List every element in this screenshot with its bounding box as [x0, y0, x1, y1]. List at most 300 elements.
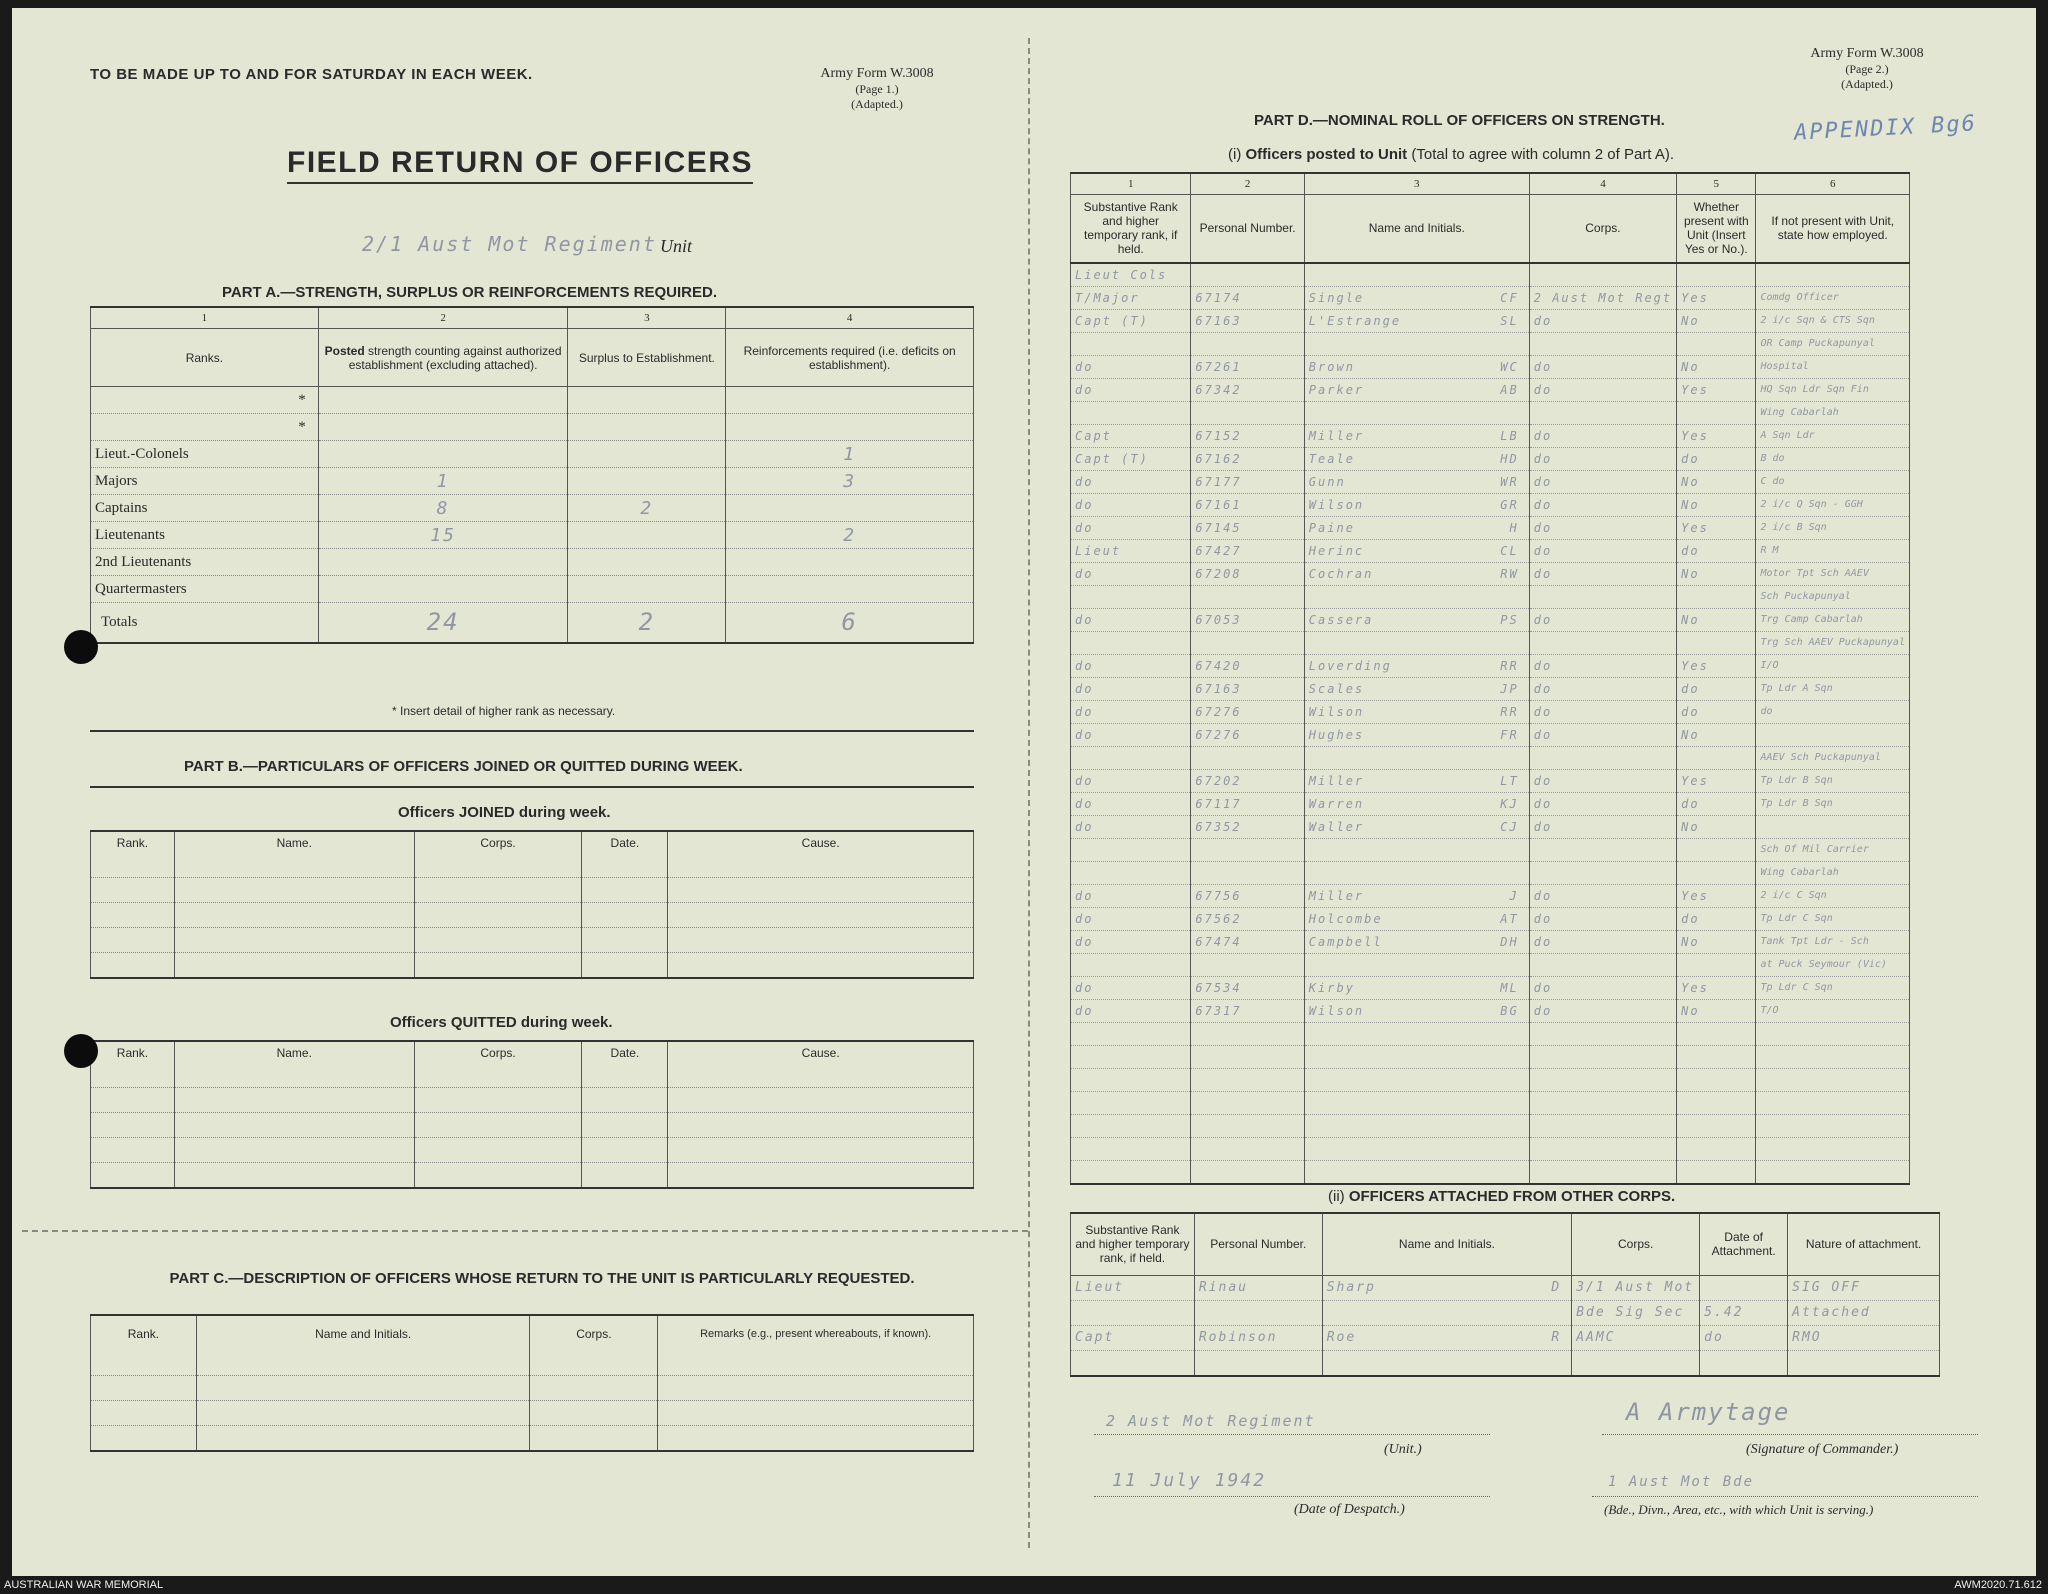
rank-cell: do [1071, 677, 1191, 700]
joined-bold: JOINED [458, 804, 515, 821]
col-header-number: Personal Number. [1194, 1213, 1322, 1275]
present-cell: No [1677, 562, 1756, 585]
col-cause: Cause. [668, 831, 974, 853]
employment-cell: Motor Tpt Sch AAEV [1756, 562, 1910, 585]
rank-cell [1071, 746, 1191, 769]
col-number: 4 [1529, 173, 1676, 195]
initials-text: CF [1500, 290, 1519, 305]
corps-cell: Bde Sig Sec [1572, 1300, 1700, 1325]
rank-cell: Capt [1071, 424, 1191, 447]
part-b-heading: PART B.—PARTICULARS OF OFFICERS JOINED OR QUITTED DURING WEEK. [184, 758, 743, 775]
sub-i-bold: Officers posted to Unit [1245, 146, 1408, 163]
initials-text: WC [1500, 359, 1519, 374]
corps-cell: do [1529, 470, 1676, 493]
number-cell: 67420 [1191, 654, 1304, 677]
name-cell [1304, 976, 1529, 999]
col-header-name: Name and Initials. [1304, 195, 1529, 263]
rank-cell: do [1071, 608, 1191, 631]
rank-cell: do [1071, 493, 1191, 516]
corps-cell: do [1529, 723, 1676, 746]
attached-row [1071, 1275, 1940, 1300]
col-header-corps: Corps. [1529, 195, 1676, 263]
name-cell [1304, 286, 1529, 309]
attached-table [1070, 1212, 1940, 1377]
surplus-value [568, 549, 726, 576]
rank-label: Quartermasters [91, 576, 319, 603]
col-header-corps: Corps. [1572, 1213, 1700, 1275]
col-header-number: Personal Number. [1191, 195, 1304, 263]
present-cell [1677, 631, 1756, 654]
employment-cell [1756, 263, 1910, 287]
reinforcement-value [726, 549, 974, 576]
employment-cell: Tank Tpt Ldr - Sch [1756, 930, 1910, 953]
divider [90, 786, 974, 788]
footer-credit: AUSTRALIAN WAR MEMORIAL [4, 1579, 164, 1591]
present-cell: No [1677, 815, 1756, 838]
bde-label: (Bde., Divn., Area, etc., with which Unit is serving.) [1604, 1502, 1874, 1517]
corps-cell: do [1529, 930, 1676, 953]
number-cell: 67562 [1191, 907, 1304, 930]
name-cell [1304, 355, 1529, 378]
number-cell [1191, 263, 1304, 287]
name-text: Warren [1308, 796, 1365, 811]
footer-accession: AWM2020.71.612 [1954, 1579, 2042, 1591]
name-cell [1304, 930, 1529, 953]
divider [90, 730, 974, 732]
number-cell [1191, 631, 1304, 654]
commander-signature: A Armytage [1626, 1398, 1791, 1426]
name-text: Gunn [1308, 474, 1346, 489]
name-text: Teale [1308, 451, 1355, 466]
name-text: Roe [1326, 1330, 1357, 1345]
name-text: Cassera [1308, 612, 1374, 627]
number-cell [1191, 861, 1304, 884]
initials-text: CJ [1500, 819, 1519, 834]
rank-cell: Capt (T) [1071, 447, 1191, 470]
part-d-sub-ii [1328, 1188, 1675, 1205]
roll-row [1071, 401, 1910, 424]
rank-cell [1071, 401, 1191, 424]
number-cell: 67342 [1191, 378, 1304, 401]
attached-row [1071, 1325, 1940, 1350]
employment-cell: I/O [1756, 654, 1910, 677]
present-cell [1677, 263, 1756, 287]
name-text: Wilson [1308, 1003, 1365, 1018]
number-cell: 67161 [1191, 493, 1304, 516]
part-d-heading: PART D.—NOMINAL ROLL OF OFFICERS ON STRENGTH. [1254, 112, 1665, 129]
sub-i-rest: (Total to agree with column 2 of Part A). [1411, 146, 1674, 163]
employment-cell: Hospital [1756, 355, 1910, 378]
name-cell [1304, 309, 1529, 332]
corps-cell: do [1529, 424, 1676, 447]
initials-text: D [1551, 1280, 1562, 1295]
name-text: Miller [1308, 888, 1365, 903]
initials-text: GR [1500, 497, 1519, 512]
surplus-value [568, 468, 726, 495]
roll-row [1071, 355, 1910, 378]
number-cell: 67534 [1191, 976, 1304, 999]
name-text: Holcombe [1308, 911, 1383, 926]
name-text: Sharp [1326, 1280, 1376, 1295]
number-cell: 67427 [1191, 539, 1304, 562]
rank-cell: do [1071, 470, 1191, 493]
number-cell: 67117 [1191, 792, 1304, 815]
posted-value: 8 [318, 495, 568, 522]
col-remarks: Remarks (e.g., present whereabouts, if known). [658, 1315, 974, 1351]
employment-cell: B do [1756, 447, 1910, 470]
name-cell [1304, 953, 1529, 976]
nature-cell [1788, 1350, 1940, 1376]
roll-row [1071, 309, 1910, 332]
unit-handwritten: 2/1 Aust Mot Regiment [362, 232, 657, 256]
corps-cell [1529, 631, 1676, 654]
number-cell [1194, 1300, 1322, 1325]
employment-cell: at Puck Seymour (Vic) [1756, 953, 1910, 976]
roll-row [1071, 585, 1910, 608]
corps-cell: do [1529, 769, 1676, 792]
name-cell [1322, 1275, 1571, 1300]
employment-cell [1756, 723, 1910, 746]
col-date: Date. [582, 1041, 668, 1063]
rank-cell: Lieut Cols [1071, 263, 1191, 287]
employment-cell: A Sqn Ldr [1756, 424, 1910, 447]
form-id-right [1772, 46, 1962, 92]
col-date: Date. [582, 831, 668, 853]
employment-cell: Tp Ldr A Sqn [1756, 677, 1910, 700]
corps-cell: do [1529, 677, 1676, 700]
reinforcement-value: 3 [726, 468, 974, 495]
rank-cell: do [1071, 769, 1191, 792]
col-number: 3 [1304, 173, 1529, 195]
present-cell: do [1677, 792, 1756, 815]
name-text: Parker [1308, 382, 1365, 397]
cut-line [22, 1230, 1028, 1232]
totals-label: Totals [91, 603, 319, 643]
corps-cell: do [1529, 884, 1676, 907]
commander-signature-label: (Signature of Commander.) [1746, 1442, 1899, 1457]
number-cell: 67163 [1191, 309, 1304, 332]
employment-cell: Tp Ldr B Sqn [1756, 792, 1910, 815]
joined-post: during week. [514, 804, 611, 821]
rank-cell: Lieut [1071, 539, 1191, 562]
rank-label: Captains [91, 495, 319, 522]
quitted-table [90, 1040, 974, 1189]
corps-cell: do [1529, 815, 1676, 838]
name-text: L'Estrange [1308, 313, 1402, 328]
name-cell [1304, 907, 1529, 930]
form-id-left [782, 66, 972, 112]
present-cell: do [1677, 539, 1756, 562]
corps-cell: do [1529, 999, 1676, 1022]
attached-row [1071, 1300, 1940, 1325]
date-cell [1700, 1350, 1788, 1376]
initials-text: LT [1500, 773, 1519, 788]
number-cell [1191, 953, 1304, 976]
name-cell [1304, 792, 1529, 815]
rank-cell: do [1071, 884, 1191, 907]
rank-cell: do [1071, 654, 1191, 677]
rank-label: Lieut.-Colonels [91, 441, 319, 468]
initials-text: RR [1500, 704, 1519, 719]
punch-hole [64, 1034, 98, 1068]
present-cell: No [1677, 723, 1756, 746]
name-text: Kirby [1308, 980, 1355, 995]
number-cell: 67276 [1191, 723, 1304, 746]
rank-cell [1071, 631, 1191, 654]
present-cell: Yes [1677, 884, 1756, 907]
roll-row [1071, 263, 1910, 287]
rank-cell: Capt (T) [1071, 309, 1191, 332]
footnote: * Insert detail of higher rank as necessary. [392, 704, 616, 718]
rank-label: Majors [91, 468, 319, 495]
date-sig-line [1094, 1496, 1490, 1497]
corps-cell [1529, 838, 1676, 861]
corps-cell: AAMC [1572, 1325, 1700, 1350]
col-header-rank: Substantive Rank and higher temporary rank, if held. [1071, 1213, 1195, 1275]
rank-cell [1071, 861, 1191, 884]
attached-row [1071, 1350, 1940, 1376]
surplus-value [568, 576, 726, 603]
name-cell [1322, 1350, 1571, 1376]
name-cell [1304, 378, 1529, 401]
posted-rest: strength counting against authorized establishment (excluding attached). [348, 343, 562, 372]
col-rank: Rank. [91, 1315, 197, 1351]
sub-ii-bold: OFFICERS ATTACHED FROM OTHER CORPS. [1348, 1188, 1676, 1205]
form-id-text: Army Form W.3008 [1810, 46, 1924, 61]
col-header-surplus: Surplus to Establishment. [568, 329, 726, 387]
roll-row [1071, 631, 1910, 654]
roll-row [1071, 999, 1910, 1022]
quitted-heading [390, 1014, 613, 1031]
employment-cell: Comdg Officer [1756, 286, 1910, 309]
rank-cell [1071, 332, 1191, 355]
name-text: Paine [1308, 520, 1355, 535]
roll-row [1071, 815, 1910, 838]
number-cell [1191, 585, 1304, 608]
name-cell [1304, 493, 1529, 516]
present-cell: Yes [1677, 976, 1756, 999]
corps-cell: do [1529, 608, 1676, 631]
employment-cell: Wing Cabarlah [1756, 861, 1910, 884]
roll-row [1071, 677, 1910, 700]
top-instruction: TO BE MADE UP TO AND FOR SATURDAY IN EACH WEEK. [90, 66, 533, 83]
reinforcement-value [726, 495, 974, 522]
rank-cell: do [1071, 355, 1191, 378]
posted-value [318, 387, 568, 414]
roll-row [1071, 953, 1910, 976]
blank-row [1071, 1137, 1910, 1160]
col-corps: Corps. [414, 831, 582, 853]
corps-cell: do [1529, 516, 1676, 539]
rank-cell: do [1071, 700, 1191, 723]
col-header-rank: Substantive Rank and higher temporary rank, if held. [1071, 195, 1191, 263]
corps-cell: do [1529, 654, 1676, 677]
roll-row [1071, 723, 1910, 746]
col-header-date: Date of Attachment. [1700, 1213, 1788, 1275]
col-name: Name. [174, 1041, 414, 1063]
surplus-value [568, 387, 726, 414]
punch-hole [64, 630, 98, 664]
col-header-present: Whether present with Unit (Insert Yes or No.). [1677, 195, 1756, 263]
employment-cell: T/O [1756, 999, 1910, 1022]
nature-cell: Attached [1788, 1300, 1940, 1325]
joined-pre: Officers [398, 804, 459, 821]
strength-row [91, 387, 974, 414]
roll-row [1071, 608, 1910, 631]
initials-text: RW [1500, 566, 1519, 581]
surplus-value [568, 441, 726, 468]
present-cell: No [1677, 493, 1756, 516]
employment-cell: AAEV Sch Puckapunyal [1756, 746, 1910, 769]
posted-value [318, 441, 568, 468]
rank-cell: do [1071, 516, 1191, 539]
name-cell [1304, 516, 1529, 539]
form-adapted-text: (Adapted.) [1841, 77, 1893, 91]
corps-cell: do [1529, 378, 1676, 401]
corps-cell: 3/1 Aust Mot [1572, 1275, 1700, 1300]
rank-cell: T/Major [1071, 286, 1191, 309]
present-cell: No [1677, 355, 1756, 378]
name-text: Hughes [1308, 727, 1365, 742]
corps-cell: do [1529, 562, 1676, 585]
employment-cell: Tp Ldr C Sqn [1756, 976, 1910, 999]
employment-cell: 2 i/c C Sqn [1756, 884, 1910, 907]
strength-row [91, 495, 974, 522]
initials-text: CL [1500, 543, 1519, 558]
quitted-pre: Officers [390, 1014, 451, 1031]
number-cell: 67177 [1191, 470, 1304, 493]
blank-row [1071, 1045, 1910, 1068]
present-cell: do [1677, 700, 1756, 723]
corps-cell [1529, 332, 1676, 355]
name-cell [1322, 1325, 1571, 1350]
number-cell: Robinson [1194, 1325, 1322, 1350]
posted-value [318, 549, 568, 576]
name-cell [1304, 999, 1529, 1022]
initials-text: AB [1500, 382, 1519, 397]
present-cell [1677, 746, 1756, 769]
rank-cell: do [1071, 562, 1191, 585]
part-c-heading: PART C.—DESCRIPTION OF OFFICERS WHOSE RETURN TO THE UNIT IS PARTICULARLY REQUESTED. [169, 1270, 915, 1287]
number-cell [1191, 746, 1304, 769]
present-cell [1677, 861, 1756, 884]
col-rank: Rank. [91, 831, 175, 853]
corps-cell [1529, 585, 1676, 608]
rank-cell: do [1071, 792, 1191, 815]
date-cell [1700, 1275, 1788, 1300]
form-page-text: (Page 1.) [855, 82, 899, 96]
part-a-table [90, 306, 974, 644]
quitted-post: during week. [516, 1014, 613, 1031]
col-number: 2 [318, 307, 568, 329]
reinforcement-value: 2 [726, 522, 974, 549]
total-surplus: 2 [568, 603, 726, 643]
present-cell: Yes [1677, 769, 1756, 792]
name-cell [1304, 608, 1529, 631]
reinforcement-value [726, 387, 974, 414]
present-cell [1677, 838, 1756, 861]
joined-table [90, 830, 974, 979]
present-cell: Yes [1677, 378, 1756, 401]
present-cell: do [1677, 907, 1756, 930]
number-cell [1191, 401, 1304, 424]
rank-cell: do [1071, 723, 1191, 746]
corps-cell: do [1529, 976, 1676, 999]
employment-cell: do [1756, 700, 1910, 723]
name-text: Miller [1308, 773, 1365, 788]
name-cell [1304, 447, 1529, 470]
initials-text: ML [1500, 980, 1519, 995]
blank-row [1071, 1022, 1910, 1045]
name-cell [1304, 424, 1529, 447]
roll-row [1071, 470, 1910, 493]
roll-row [1071, 516, 1910, 539]
rank-label: * [91, 414, 319, 441]
surplus-value [568, 414, 726, 441]
present-cell: Yes [1677, 424, 1756, 447]
date-cell: 5.42 [1700, 1300, 1788, 1325]
roll-row [1071, 884, 1910, 907]
blank-row [1071, 1114, 1910, 1137]
rank-cell: do [1071, 976, 1191, 999]
blank-row [1071, 1091, 1910, 1114]
employment-cell: Sch Puckapunyal [1756, 585, 1910, 608]
col-corps: Corps. [530, 1315, 658, 1351]
unit-label: Unit [660, 236, 693, 256]
bde-hand: 1 Aust Mot Bde [1608, 1474, 1755, 1490]
employment-cell: Trg Camp Cabarlah [1756, 608, 1910, 631]
total-posted: 24 [318, 603, 568, 643]
name-cell [1304, 585, 1529, 608]
employment-cell: OR Camp Puckapunyal [1756, 332, 1910, 355]
commander-sig-line [1602, 1434, 1978, 1435]
employment-cell: 2 i/c Sqn & CTS Sqn [1756, 309, 1910, 332]
roll-row [1071, 539, 1910, 562]
number-cell: 67261 [1191, 355, 1304, 378]
rank-label: 2nd Lieutenants [91, 549, 319, 576]
initials-text: LB [1500, 428, 1519, 443]
employment-cell: 2 i/c B Sqn [1756, 516, 1910, 539]
col-header-ranks: Ranks. [91, 329, 319, 387]
name-cell [1304, 861, 1529, 884]
name-cell [1304, 401, 1529, 424]
strength-row [91, 549, 974, 576]
employment-cell: C do [1756, 470, 1910, 493]
name-text: Herinc [1308, 543, 1365, 558]
roll-row [1071, 562, 1910, 585]
corps-cell [1572, 1350, 1700, 1376]
col-number: 3 [568, 307, 726, 329]
posted-bold: Posted [324, 343, 365, 358]
roll-row [1071, 769, 1910, 792]
number-cell: 67162 [1191, 447, 1304, 470]
reinforcement-value [726, 414, 974, 441]
corps-cell: do [1529, 792, 1676, 815]
number-cell: 67152 [1191, 424, 1304, 447]
strength-row [91, 468, 974, 495]
roll-row [1071, 378, 1910, 401]
number-cell: 67474 [1191, 930, 1304, 953]
initials-text: FR [1500, 727, 1519, 742]
appendix-annotation: APPENDIX Bg6 [1793, 111, 1978, 146]
number-cell: 67053 [1191, 608, 1304, 631]
joined-heading [398, 804, 611, 821]
present-cell: Yes [1677, 286, 1756, 309]
form-sheet [12, 8, 2036, 1576]
name-cell [1304, 700, 1529, 723]
name-text: Wilson [1308, 704, 1365, 719]
initials-text: SL [1500, 313, 1519, 328]
